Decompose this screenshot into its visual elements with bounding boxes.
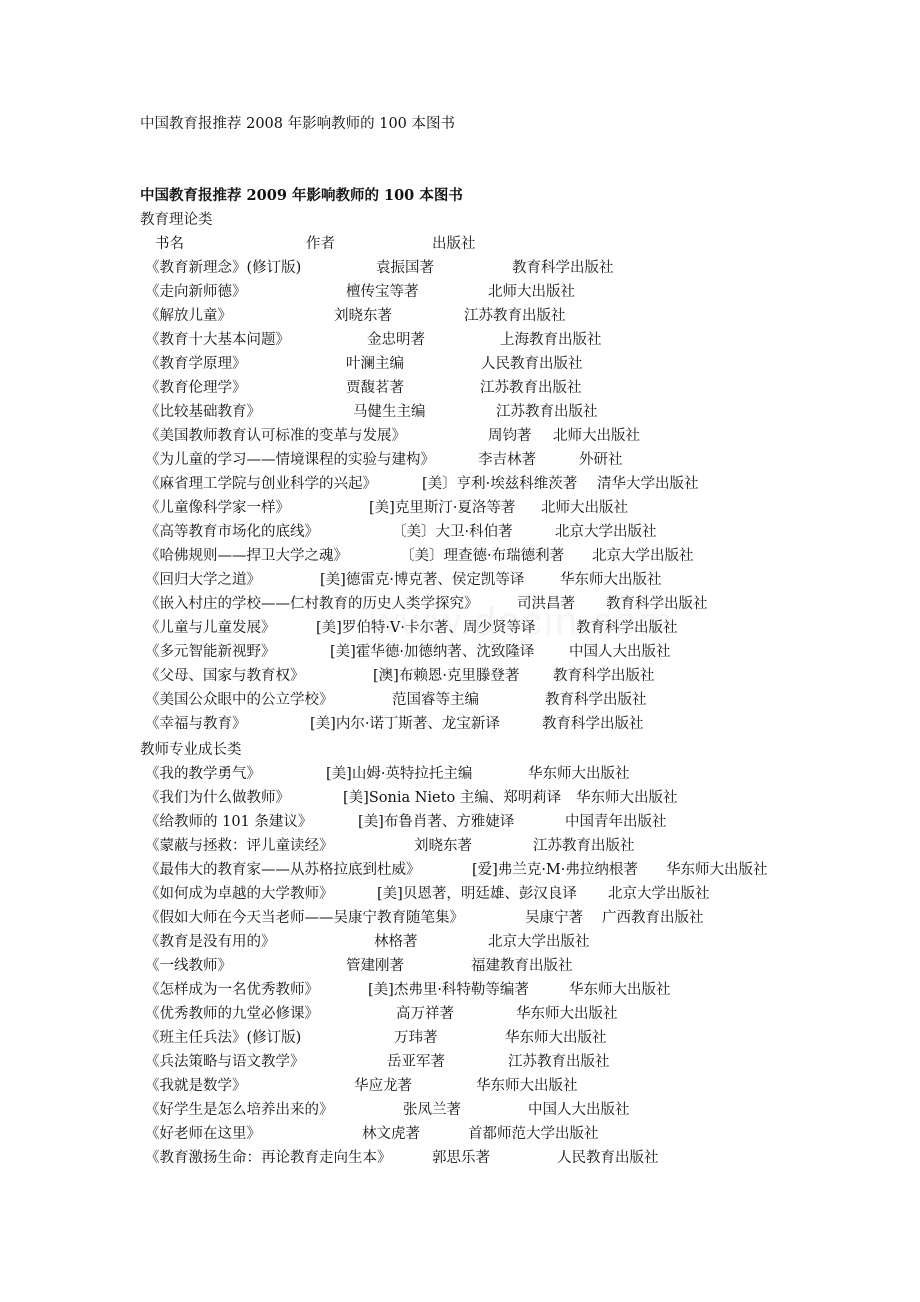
book-title: 《美国公众眼中的公立学校》 bbox=[145, 692, 334, 708]
book-publisher: 中国人大出版社 bbox=[569, 644, 671, 660]
book-publisher: 华东师大出版社 bbox=[528, 766, 630, 782]
book-author: 郭思乐著 bbox=[432, 1150, 490, 1166]
book-title: 《假如大师在今天当老师——吴康宁教育随笔集》 bbox=[145, 910, 464, 926]
book-title: 《教育新理念》(修订版) bbox=[145, 260, 302, 276]
book-title: 《优秀教师的九堂必修课》 bbox=[145, 1006, 319, 1022]
book-title: 《为儿童的学习——情境课程的实验与建构》 bbox=[145, 452, 435, 468]
book-publisher: 教育科学出版社 bbox=[553, 668, 655, 684]
book-row bbox=[0, 860, 920, 880]
book-row bbox=[0, 546, 920, 566]
book-title: 《兵法策略与语文教学》 bbox=[145, 1054, 305, 1070]
book-author: [爱]弗兰克·M·弗拉纳根著 bbox=[472, 862, 638, 878]
book-row bbox=[0, 378, 920, 398]
book-publisher: 华东师大出版社 bbox=[576, 790, 678, 806]
book-publisher: 上海教育出版社 bbox=[500, 332, 602, 348]
watermark bbox=[370, 600, 674, 645]
book-author: [美]内尔·诺丁斯著、龙宝新译 bbox=[310, 716, 500, 732]
book-title: 《父母、国家与教育权》 bbox=[145, 668, 305, 684]
book-author: [美〕亨利·埃兹科维茨著 bbox=[422, 476, 578, 492]
book-publisher: 北京大学出版社 bbox=[608, 886, 710, 902]
book-title: 《比较基础教育》 bbox=[145, 404, 261, 420]
book-title: 《走向新师德》 bbox=[145, 284, 247, 300]
book-row bbox=[0, 908, 920, 928]
book-author: 张凤兰著 bbox=[403, 1102, 461, 1118]
book-publisher: 教育科学出版社 bbox=[542, 716, 644, 732]
book-row bbox=[0, 1052, 920, 1072]
book-title: 《好老师在这里》 bbox=[145, 1126, 261, 1142]
book-publisher: 江苏教育出版社 bbox=[496, 404, 598, 420]
book-author: 〔美〕理查德·布瑞德利著 bbox=[400, 548, 565, 564]
book-row bbox=[0, 788, 920, 808]
book-row bbox=[0, 354, 920, 374]
column-header-book: 书名 bbox=[155, 236, 184, 252]
book-publisher: 教育科学出版社 bbox=[512, 260, 614, 276]
book-publisher: 北师大出版社 bbox=[488, 284, 575, 300]
book-title: 《怎样成为一名优秀教师》 bbox=[145, 982, 319, 998]
book-publisher: 华东师大出版社 bbox=[476, 1078, 578, 1094]
book-publisher: 人民教育出版社 bbox=[481, 356, 583, 372]
book-author: 林格著 bbox=[374, 934, 418, 950]
book-row bbox=[0, 522, 920, 542]
column-header-author: 作者 bbox=[306, 236, 335, 252]
book-title: 《教育伦理学》 bbox=[145, 380, 247, 396]
book-row bbox=[0, 570, 920, 590]
book-author: 管建刚著 bbox=[346, 958, 404, 974]
book-title: 《教育是没有用的》 bbox=[145, 934, 276, 950]
book-author: 李吉林著 bbox=[478, 452, 536, 468]
book-title: 《回归大学之道》 bbox=[145, 572, 261, 588]
book-publisher: 中国青年出版社 bbox=[565, 814, 667, 830]
book-title: 《如何成为卓越的大学教师》 bbox=[145, 886, 334, 902]
book-title: 《嵌入村庄的学校——仁村教育的历史人类学探究》 bbox=[145, 596, 479, 612]
book-title: 《幸福与教育》 bbox=[145, 716, 247, 732]
book-author: 金忠明著 bbox=[367, 332, 425, 348]
book-author: 吴康宁著 bbox=[525, 910, 583, 926]
book-author: [美]克里斯汀·夏洛等著 bbox=[369, 500, 516, 516]
book-row bbox=[0, 1100, 920, 1120]
book-author: [美]Sonia Nieto 主编、郑明莉译 bbox=[343, 790, 562, 806]
book-author: [美]罗伯特·V·卡尔著、周少贤等译 bbox=[316, 620, 536, 636]
book-row bbox=[0, 690, 920, 710]
book-title: 《美国教师教育认可标准的变革与发展》 bbox=[145, 428, 406, 444]
book-author: [美]霍华德·加德纳著、沈致隆译 bbox=[330, 644, 535, 660]
book-row bbox=[0, 1004, 920, 1024]
book-title: 《儿童像科学家一样》 bbox=[145, 500, 290, 516]
section-heading-growth: 教师专业成长类 bbox=[140, 742, 242, 758]
book-author: [美]杰弗里·科特勒等编著 bbox=[368, 982, 529, 998]
book-row bbox=[0, 330, 920, 350]
book-title: 《我就是数学》 bbox=[145, 1078, 247, 1094]
title-2008: 中国教育报推荐 2008 年影响教师的 100 本图书 bbox=[140, 116, 456, 132]
book-author: 檀传宝等著 bbox=[346, 284, 419, 300]
book-author: [美]山姆·英特拉托主编 bbox=[326, 766, 473, 782]
book-publisher: 华东师大出版社 bbox=[505, 1030, 607, 1046]
book-row bbox=[0, 258, 920, 278]
book-publisher: 江苏教育出版社 bbox=[464, 308, 566, 324]
book-row bbox=[0, 282, 920, 302]
book-row bbox=[0, 666, 920, 686]
book-publisher: 华东师大出版社 bbox=[516, 1006, 618, 1022]
book-author: 叶澜主编 bbox=[346, 356, 404, 372]
book-publisher: 北京大学出版社 bbox=[555, 524, 657, 540]
book-author: 刘晓东著 bbox=[414, 838, 472, 854]
book-publisher: 北师大出版社 bbox=[553, 428, 640, 444]
book-row bbox=[0, 836, 920, 856]
book-row bbox=[0, 714, 920, 734]
book-publisher: 首都师范大学出版社 bbox=[468, 1126, 599, 1142]
book-author: 司洪昌著 bbox=[517, 596, 575, 612]
book-row bbox=[0, 980, 920, 1000]
book-publisher: 华东师大出版社 bbox=[569, 982, 671, 998]
book-title: 《班主任兵法》(修订版) bbox=[145, 1030, 302, 1046]
book-title: 《最伟大的教育家——从苏格拉底到杜威》 bbox=[145, 862, 421, 878]
book-author: 〔美〕大卫·科伯著 bbox=[392, 524, 513, 540]
book-row bbox=[0, 498, 920, 518]
book-row bbox=[0, 1124, 920, 1144]
book-publisher: 教育科学出版社 bbox=[545, 692, 647, 708]
book-title: 《教育学原理》 bbox=[145, 356, 247, 372]
book-publisher: 北师大出版社 bbox=[541, 500, 628, 516]
book-author: 贾馥茗著 bbox=[346, 380, 404, 396]
book-author: 袁振国著 bbox=[376, 260, 434, 276]
book-title: 《好学生是怎么培养出来的》 bbox=[145, 1102, 334, 1118]
book-row bbox=[0, 1028, 920, 1048]
column-header-row bbox=[0, 234, 920, 254]
book-row bbox=[0, 1148, 920, 1168]
book-row bbox=[0, 474, 920, 494]
book-row bbox=[0, 426, 920, 446]
book-publisher: 外研社 bbox=[579, 452, 623, 468]
book-author: 周钧著 bbox=[488, 428, 532, 444]
book-author: [美]德雷克·博克著、侯定凯等译 bbox=[320, 572, 525, 588]
book-author: 林文虎著 bbox=[362, 1126, 420, 1142]
book-row bbox=[0, 956, 920, 976]
book-row bbox=[0, 450, 920, 470]
book-title: 《解放儿童》 bbox=[145, 308, 232, 324]
title-2009: 中国教育报推荐 2009 年影响教师的 100 本图书 bbox=[140, 187, 463, 204]
book-author: 万玮著 bbox=[394, 1030, 438, 1046]
book-publisher: 教育科学出版社 bbox=[576, 620, 678, 636]
book-author: 高万祥著 bbox=[396, 1006, 454, 1022]
book-publisher: 华东师大出版社 bbox=[560, 572, 662, 588]
book-title: 《我们为什么做教师》 bbox=[145, 790, 290, 806]
book-title: 《教育激扬生命：再论教育走向生本》 bbox=[145, 1150, 392, 1166]
book-author: 华应龙著 bbox=[354, 1078, 412, 1094]
book-title: 《高等教育市场化的底线》 bbox=[145, 524, 319, 540]
book-row bbox=[0, 884, 920, 904]
book-publisher: 北京大学出版社 bbox=[488, 934, 590, 950]
book-publisher: 华东师大出版社 bbox=[666, 862, 768, 878]
book-row bbox=[0, 306, 920, 326]
book-publisher: 江苏教育出版社 bbox=[480, 380, 582, 396]
book-author: 岳亚军著 bbox=[387, 1054, 445, 1070]
book-publisher: 清华大学出版社 bbox=[597, 476, 699, 492]
book-author: [美]贝恩著，明廷雄、彭汉良译 bbox=[377, 886, 577, 902]
book-author: 刘晓东著 bbox=[334, 308, 392, 324]
book-row bbox=[0, 642, 920, 662]
book-author: 马健生主编 bbox=[353, 404, 426, 420]
column-header-publisher: 出版社 bbox=[432, 236, 476, 252]
book-title: 《一线教师》 bbox=[145, 958, 232, 974]
book-publisher: 北京大学出版社 bbox=[592, 548, 694, 564]
section-heading-theory: 教育理论类 bbox=[140, 212, 213, 228]
book-publisher: 中国人大出版社 bbox=[528, 1102, 630, 1118]
book-publisher: 教育科学出版社 bbox=[606, 596, 708, 612]
book-publisher: 人民教育出版社 bbox=[557, 1150, 659, 1166]
book-publisher: 福建教育出版社 bbox=[471, 958, 573, 974]
book-author: [澳]布赖恩·克里滕登著 bbox=[373, 668, 520, 684]
book-title: 《教育十大基本问题》 bbox=[145, 332, 290, 348]
book-title: 《多元智能新视野》 bbox=[145, 644, 276, 660]
book-row bbox=[0, 932, 920, 952]
book-title: 《麻省理工学院与创业科学的兴起》 bbox=[145, 476, 377, 492]
book-row bbox=[0, 1076, 920, 1096]
book-publisher: 江苏教育出版社 bbox=[533, 838, 635, 854]
book-row bbox=[0, 764, 920, 784]
book-row bbox=[0, 402, 920, 422]
book-title: 《儿童与儿童发展》 bbox=[145, 620, 276, 636]
book-title: 《给教师的 101 条建议》 bbox=[145, 814, 313, 830]
book-title: 《蒙蔽与拯救：评儿童读经》 bbox=[145, 838, 334, 854]
book-author: 范国睿等主编 bbox=[392, 692, 479, 708]
book-title: 《我的教学勇气》 bbox=[145, 766, 261, 782]
book-publisher: 江苏教育出版社 bbox=[508, 1054, 610, 1070]
book-publisher: 广西教育出版社 bbox=[602, 910, 704, 926]
book-author: [美]布鲁肖著、方雅婕译 bbox=[358, 814, 515, 830]
book-row bbox=[0, 812, 920, 832]
book-title: 《哈佛规则——捍卫大学之魂》 bbox=[145, 548, 348, 564]
